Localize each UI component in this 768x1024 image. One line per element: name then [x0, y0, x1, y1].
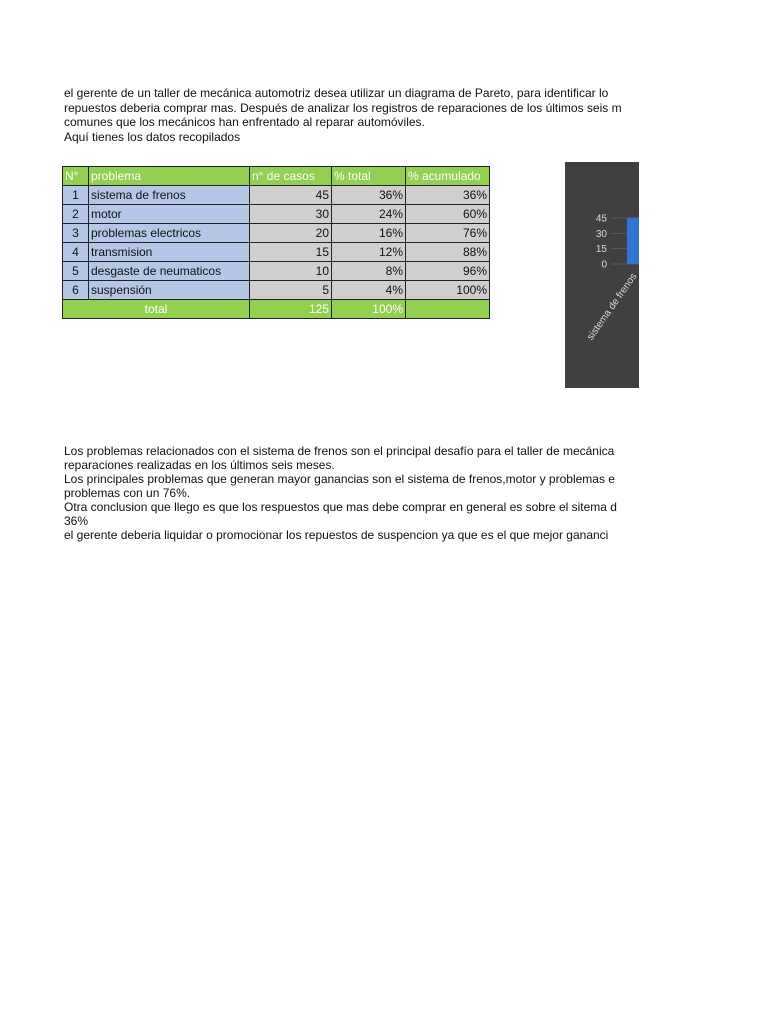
x-category-label: sistema de frenos: [585, 271, 640, 343]
total-casos-cell[interactable]: 125: [250, 300, 332, 319]
header-cell-n[interactable]: N°: [63, 167, 89, 186]
cell-acumulado[interactable]: 60%: [406, 205, 490, 224]
cell-problema[interactable]: transmision: [89, 243, 250, 262]
table-row: [63, 262, 490, 281]
cell-problema[interactable]: problemas electricos: [89, 224, 250, 243]
cell-problema[interactable]: motor: [89, 205, 250, 224]
cell-total[interactable]: 8%: [332, 262, 406, 281]
cell-casos[interactable]: 30: [250, 205, 332, 224]
conclusion-line: 36%: [64, 514, 89, 528]
table-row: [63, 243, 490, 262]
pareto-chart-svg: [565, 162, 639, 388]
cell-acumulado[interactable]: 100%: [406, 281, 490, 300]
table-header-row: [63, 167, 490, 186]
cell-n[interactable]: 6: [63, 281, 89, 300]
header-cell-problema[interactable]: problema: [89, 167, 250, 186]
cell-acumulado[interactable]: 36%: [406, 186, 490, 205]
conclusion-line: problemas con un 76%.: [64, 486, 191, 500]
bar[interactable]: [627, 218, 639, 264]
total-empty-cell[interactable]: [406, 300, 490, 319]
conclusion-line: el gerente deberia liquidar o promocionar los repuestos de suspencion ya que es el que mejor gananci: [64, 528, 609, 542]
header-cell-casos[interactable]: n° de casos: [250, 167, 332, 186]
cell-total[interactable]: 16%: [332, 224, 406, 243]
header-cell-total[interactable]: % total: [332, 167, 406, 186]
cell-n[interactable]: 4: [63, 243, 89, 262]
cell-n[interactable]: 5: [63, 262, 89, 281]
cell-casos[interactable]: 5: [250, 281, 332, 300]
cell-acumulado[interactable]: 88%: [406, 243, 490, 262]
conclusion-line: Los problemas relacionados con el sistema de frenos son el principal desafío para el taller de mecánica: [64, 444, 615, 458]
cell-casos[interactable]: 20: [250, 224, 332, 243]
cell-casos[interactable]: 45: [250, 186, 332, 205]
table-row: [63, 281, 490, 300]
conclusions-text: [64, 444, 639, 542]
table-row: [63, 224, 490, 243]
intro-line: repuestos deberia comprar mas. Después de analizar los registros de reparaciones de los últimos seis m: [64, 100, 622, 115]
conclusion-line: Los principales problemas que generan mayor ganancias son el sistema de frenos,motor y problemas e: [64, 472, 615, 486]
cell-n[interactable]: 1: [63, 186, 89, 205]
intro-line: el gerente de un taller de mecánica automotriz desea utilizar un diagrama de Pareto, para identificar lo: [64, 86, 609, 100]
cell-problema[interactable]: suspensión: [89, 281, 250, 300]
header-cell-acumulado[interactable]: % acumulado: [406, 167, 490, 186]
cell-problema[interactable]: sistema de frenos: [89, 186, 250, 205]
y-tick-label: 15: [595, 244, 607, 256]
y-tick-label: 0: [601, 259, 607, 271]
conclusion-line: reparaciones realizadas en los últimos seis meses.: [64, 458, 335, 472]
pareto-chart[interactable]: [565, 162, 639, 388]
cell-casos[interactable]: 10: [250, 262, 332, 281]
table-row: [63, 186, 490, 205]
y-tick-label: 30: [595, 228, 607, 240]
intro-text: [64, 86, 639, 144]
table-row: [63, 205, 490, 224]
intro-line: comunes que los mecánicos han enfrentado al reparar automóviles.: [64, 115, 425, 129]
y-tick-label: 45: [595, 213, 607, 225]
cell-total[interactable]: 12%: [332, 243, 406, 262]
total-label-cell[interactable]: total: [63, 300, 250, 319]
cell-acumulado[interactable]: 76%: [406, 224, 490, 243]
cell-n[interactable]: 3: [63, 224, 89, 243]
cell-total[interactable]: 24%: [332, 205, 406, 224]
cell-total[interactable]: 36%: [332, 186, 406, 205]
conclusion-line: Otra conclusion que llego es que los respuestos que mas debe comprar en general es sobre el sitema d: [64, 500, 617, 514]
total-row: [63, 300, 490, 319]
cell-problema[interactable]: desgaste de neumaticos: [89, 262, 250, 281]
cell-n[interactable]: 2: [63, 205, 89, 224]
pareto-data-table: [62, 166, 490, 319]
total-percent-cell[interactable]: 100%: [332, 300, 406, 319]
cell-casos[interactable]: 15: [250, 243, 332, 262]
cell-total[interactable]: 4%: [332, 281, 406, 300]
intro-line: Aquí tienes los datos recopilados: [64, 129, 241, 144]
cell-acumulado[interactable]: 96%: [406, 262, 490, 281]
